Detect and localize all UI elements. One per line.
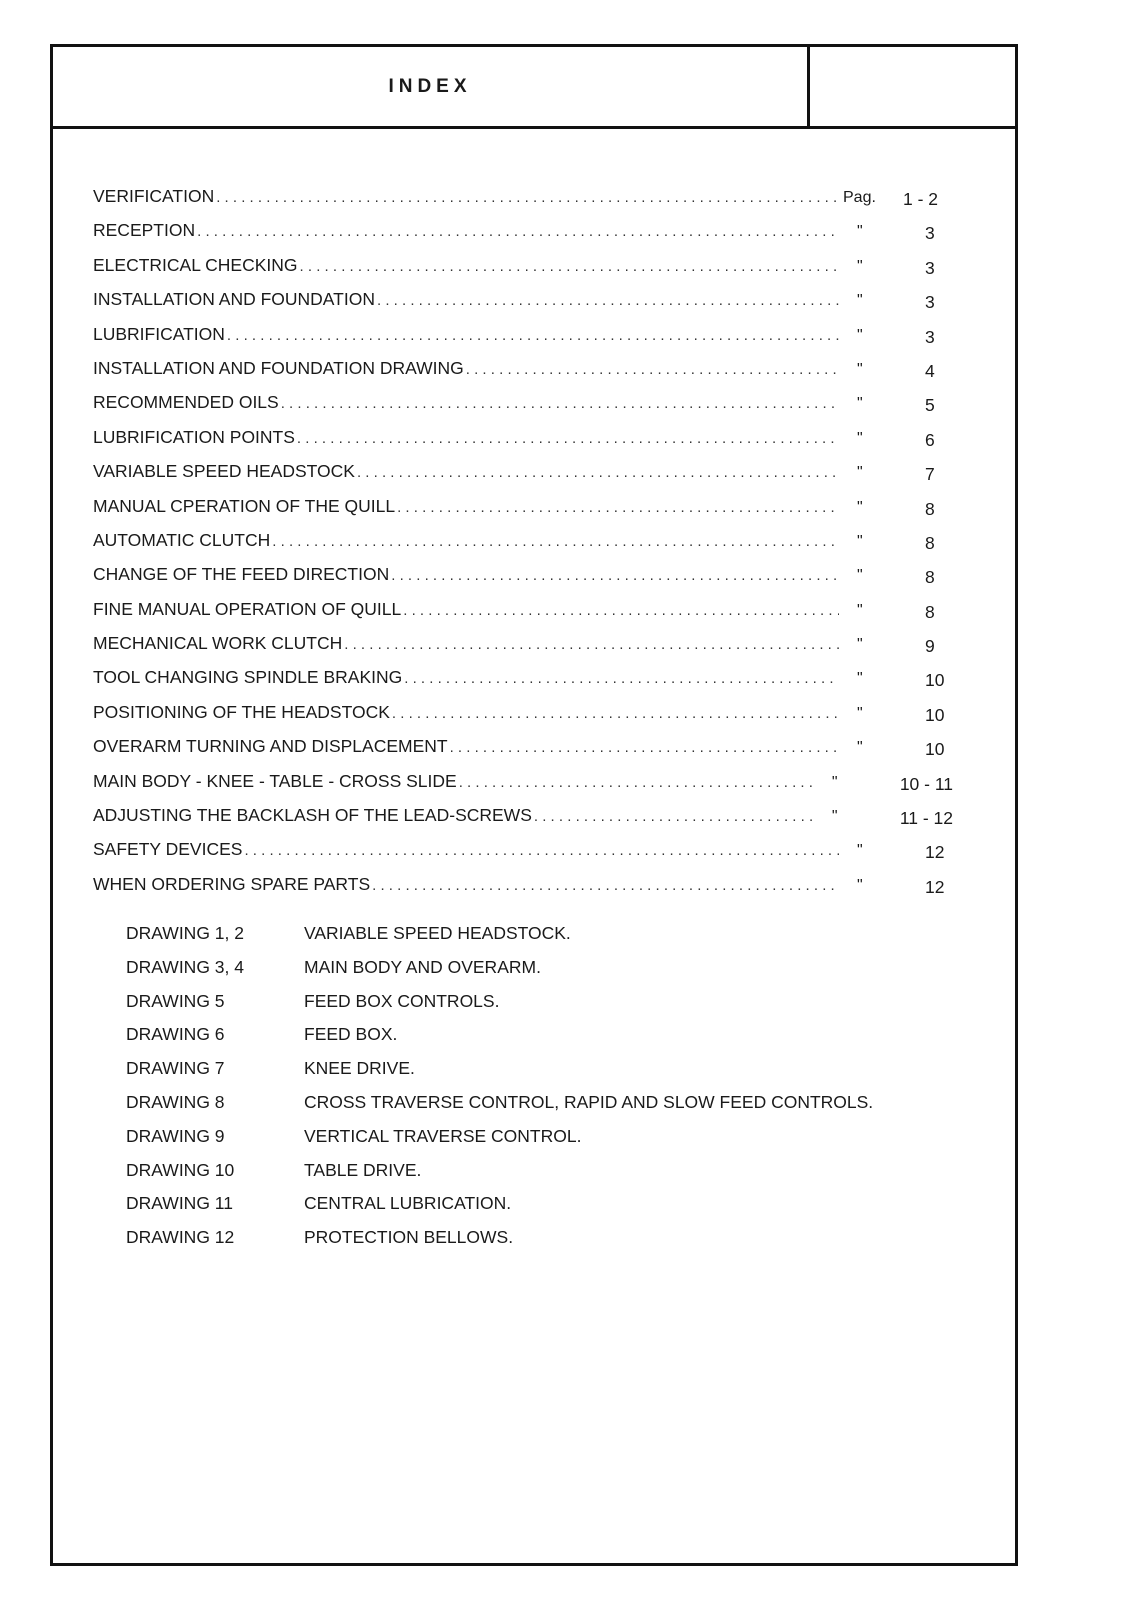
toc-dot-leader bbox=[244, 842, 839, 859]
toc-page-ref bbox=[843, 670, 953, 691]
toc-page-mark: " bbox=[857, 842, 863, 860]
toc-page-ref bbox=[843, 395, 953, 416]
toc-dot-leader bbox=[404, 670, 839, 687]
toc-page-ref bbox=[843, 842, 953, 863]
drawing-label: DRAWING 1, 2 bbox=[126, 923, 244, 943]
toc-entry-title: RECEPTION bbox=[93, 220, 196, 241]
toc-page-number: 3 bbox=[925, 223, 935, 244]
toc-page-number: 1 - 2 bbox=[903, 189, 939, 209]
drawing-label: DRAWING 12 bbox=[126, 1227, 235, 1248]
toc-entry bbox=[93, 220, 953, 254]
toc-page-ref bbox=[843, 533, 953, 554]
toc-page-mark: " bbox=[857, 636, 863, 654]
drawing-entry bbox=[126, 923, 1006, 957]
drawing-entry bbox=[126, 1227, 1006, 1261]
toc-page-mark: " bbox=[857, 223, 863, 241]
toc-page-number: 10 bbox=[925, 739, 945, 760]
toc-entry-title: RECOMMENDED OILS bbox=[93, 392, 279, 413]
toc-dot-leader bbox=[391, 567, 839, 584]
toc-dot-leader bbox=[459, 774, 814, 791]
toc-page-number: 12 bbox=[925, 842, 945, 863]
toc-entry-title: INSTALLATION AND FOUNDATION DRAWING bbox=[93, 357, 464, 378]
toc-entry-title: MAIN BODY - KNEE - TABLE - CROSS SLIDE bbox=[93, 770, 457, 791]
toc-entry-title: VERIFICATION bbox=[93, 186, 215, 206]
toc-page-ref bbox=[818, 774, 953, 795]
drawing-label: DRAWING 10 bbox=[126, 1159, 235, 1180]
drawing-description: KNEE DRIVE. bbox=[304, 1058, 415, 1079]
toc-page-number: 4 bbox=[925, 360, 935, 381]
toc-page-ref bbox=[843, 327, 953, 348]
toc-dot-leader bbox=[297, 430, 839, 447]
toc-page-mark: " bbox=[857, 498, 863, 516]
toc-page-ref bbox=[843, 636, 953, 657]
drawing-entry bbox=[126, 1126, 1006, 1160]
toc-page-mark: " bbox=[857, 429, 863, 447]
toc-entry-title: FINE MANUAL OPERATION OF QUILL bbox=[93, 598, 402, 619]
drawing-label: DRAWING 8 bbox=[126, 1091, 225, 1112]
drawing-entry bbox=[126, 957, 1006, 991]
toc-dot-leader bbox=[227, 327, 839, 344]
toc-page-mark: " bbox=[857, 704, 863, 722]
toc-dot-leader bbox=[397, 499, 839, 516]
toc-entry-title: LUBRIFICATION POINTS bbox=[93, 426, 295, 447]
toc-dot-leader bbox=[372, 877, 839, 894]
toc-entry bbox=[93, 633, 953, 667]
drawing-entry bbox=[126, 1193, 1006, 1227]
index-header bbox=[53, 47, 1015, 129]
toc-page-ref bbox=[843, 292, 953, 313]
toc-page-mark: " bbox=[857, 601, 863, 619]
toc-page-number: 11 - 12 bbox=[899, 808, 953, 829]
toc-entry-title: OVERARM TURNING AND DISPLACEMENT bbox=[93, 736, 448, 757]
toc-page-number: 8 bbox=[925, 532, 935, 553]
toc-page-ref bbox=[843, 567, 953, 588]
drawing-entry bbox=[126, 1058, 1006, 1092]
toc-page-number: 6 bbox=[925, 429, 935, 450]
toc-dot-leader bbox=[344, 636, 839, 653]
drawing-entry bbox=[126, 1024, 1006, 1058]
toc-page-mark: " bbox=[857, 326, 863, 344]
drawing-label: DRAWING 6 bbox=[126, 1024, 225, 1045]
drawing-description: VERTICAL TRAVERSE CONTROL. bbox=[304, 1125, 582, 1146]
toc-entry bbox=[93, 392, 953, 426]
toc-page-number: 12 bbox=[925, 876, 945, 897]
toc-page-mark: " bbox=[857, 257, 863, 275]
drawing-description: FEED BOX. bbox=[304, 1024, 398, 1045]
toc-entry bbox=[93, 702, 953, 736]
toc-entry bbox=[93, 530, 953, 564]
toc-page-mark: " bbox=[857, 670, 863, 688]
toc-page-mark: Pag. bbox=[843, 189, 876, 206]
toc-page-number: 10 bbox=[925, 704, 945, 725]
toc-entry-title: LUBRIFICATION bbox=[93, 323, 225, 344]
toc-page-number: 10 - 11 bbox=[899, 773, 953, 794]
toc-entry bbox=[93, 427, 953, 461]
drawing-label: DRAWING 5 bbox=[126, 990, 225, 1011]
drawing-description: CROSS TRAVERSE CONTROL, RAPID AND SLOW FEED CONTROLS. bbox=[304, 1091, 874, 1112]
toc-page-mark: " bbox=[857, 464, 863, 482]
toc-dot-leader bbox=[392, 705, 839, 722]
toc-page-ref bbox=[843, 223, 953, 244]
toc-page-number: 9 bbox=[925, 636, 935, 657]
toc-page-ref bbox=[843, 877, 953, 898]
toc-page-mark: " bbox=[857, 567, 863, 585]
table-of-contents bbox=[93, 186, 953, 908]
toc-page-number: 8 bbox=[925, 601, 935, 622]
toc-page-ref bbox=[843, 361, 953, 382]
toc-page-number: 3 bbox=[925, 326, 935, 347]
toc-entry bbox=[93, 496, 953, 530]
toc-entry bbox=[93, 255, 953, 289]
toc-entry-title: TOOL CHANGING SPINDLE BRAKING bbox=[93, 667, 403, 688]
toc-dot-leader bbox=[403, 602, 839, 619]
toc-dot-leader bbox=[300, 258, 839, 275]
toc-entry-title: MECHANICAL WORK CLUTCH bbox=[93, 633, 343, 654]
toc-page-mark: " bbox=[857, 395, 863, 413]
drawing-description: FEED BOX CONTROLS. bbox=[304, 990, 500, 1011]
toc-page-mark: " bbox=[857, 292, 863, 310]
toc-page-mark: " bbox=[831, 773, 838, 791]
toc-page-ref bbox=[843, 705, 953, 726]
toc-dot-leader bbox=[357, 464, 839, 481]
toc-dot-leader bbox=[216, 189, 839, 206]
drawing-entry bbox=[126, 991, 1006, 1025]
toc-page-number: 5 bbox=[925, 395, 935, 416]
toc-page-number: 8 bbox=[925, 498, 935, 519]
index-title: INDEX bbox=[53, 47, 810, 126]
drawing-description: PROTECTION BELLOWS. bbox=[304, 1227, 514, 1248]
toc-entry bbox=[93, 324, 953, 358]
toc-dot-leader bbox=[377, 292, 839, 309]
toc-entry bbox=[93, 736, 953, 770]
drawing-description: CENTRAL LUBRICATION. bbox=[304, 1193, 512, 1214]
toc-entry-title: POSITIONING OF THE HEADSTOCK bbox=[93, 701, 390, 722]
drawing-description: MAIN BODY AND OVERARM. bbox=[304, 956, 541, 977]
toc-page-ref bbox=[843, 430, 953, 451]
toc-page-mark: " bbox=[857, 360, 863, 378]
header-empty-box bbox=[810, 47, 1015, 126]
toc-entry bbox=[93, 289, 953, 323]
toc-page-ref bbox=[843, 189, 953, 210]
toc-page-ref bbox=[843, 464, 953, 485]
toc-dot-leader bbox=[197, 223, 839, 240]
toc-page-ref bbox=[843, 602, 953, 623]
drawing-entry bbox=[126, 1160, 1006, 1194]
drawing-entry bbox=[126, 1092, 1006, 1126]
toc-entry bbox=[93, 564, 953, 598]
toc-page-number: 3 bbox=[925, 257, 935, 278]
toc-page-number: 8 bbox=[925, 567, 935, 588]
toc-page-ref bbox=[843, 499, 953, 520]
toc-page-mark: " bbox=[857, 532, 863, 550]
toc-entry bbox=[93, 358, 953, 392]
toc-entry-title: MANUAL CPERATION OF THE QUILL bbox=[93, 495, 396, 516]
toc-page-mark: " bbox=[831, 808, 838, 826]
toc-dot-leader bbox=[281, 395, 839, 412]
drawings-list bbox=[126, 923, 1006, 1261]
drawing-label: DRAWING 11 bbox=[126, 1193, 233, 1214]
toc-page-mark: " bbox=[857, 739, 863, 757]
toc-page-ref bbox=[843, 258, 953, 279]
toc-page-number: 7 bbox=[925, 464, 935, 485]
drawing-description: VARIABLE SPEED HEADSTOCK. bbox=[304, 923, 571, 943]
toc-page-mark: " bbox=[857, 876, 863, 894]
toc-entry bbox=[93, 805, 953, 839]
toc-entry bbox=[93, 667, 953, 701]
toc-dot-leader bbox=[450, 739, 839, 756]
toc-page-ref bbox=[843, 739, 953, 760]
toc-dot-leader bbox=[534, 808, 814, 825]
drawing-label: DRAWING 9 bbox=[126, 1125, 225, 1146]
toc-entry bbox=[93, 599, 953, 633]
drawing-description: TABLE DRIVE. bbox=[304, 1159, 422, 1180]
toc-entry-title: ADJUSTING THE BACKLASH OF THE LEAD-SCREWS bbox=[93, 805, 532, 826]
toc-page-ref bbox=[818, 808, 953, 829]
toc-dot-leader bbox=[466, 361, 839, 378]
toc-page-number: 10 bbox=[925, 670, 945, 691]
toc-entry-title: AUTOMATIC CLUTCH bbox=[93, 529, 271, 550]
toc-entry bbox=[93, 874, 953, 908]
toc-dot-leader bbox=[272, 533, 839, 550]
toc-entry-title: VARIABLE SPEED HEADSTOCK bbox=[93, 461, 355, 482]
toc-entry-title: SAFETY DEVICES bbox=[93, 839, 243, 860]
toc-entry-title: CHANGE OF THE FEED DIRECTION bbox=[93, 564, 390, 585]
drawing-label: DRAWING 7 bbox=[126, 1058, 225, 1079]
toc-entry bbox=[93, 186, 953, 220]
toc-entry-title: WHEN ORDERING SPARE PARTS bbox=[93, 873, 371, 894]
toc-entry bbox=[93, 771, 953, 805]
toc-entry-title: INSTALLATION AND FOUNDATION bbox=[93, 289, 375, 310]
toc-page-number: 3 bbox=[925, 292, 935, 313]
toc-entry-title: ELECTRICAL CHECKING bbox=[93, 254, 298, 275]
toc-entry bbox=[93, 461, 953, 495]
drawing-label: DRAWING 3, 4 bbox=[126, 956, 244, 977]
toc-entry bbox=[93, 839, 953, 873]
